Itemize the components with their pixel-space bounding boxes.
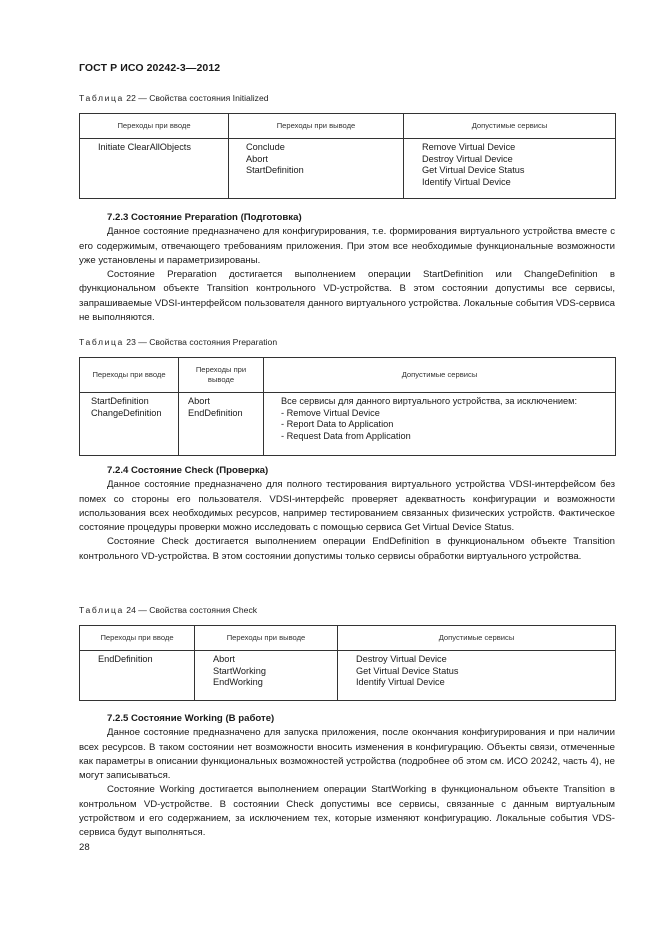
cell-line: - Remove Virtual Device [281, 407, 380, 418]
cell-line: Destroy Virtual Device [356, 654, 447, 664]
cell-line: EndDefinition [188, 407, 243, 418]
table-24-caption-prefix: Таблица [79, 605, 124, 615]
section-7-2-5 [79, 712, 615, 841]
section-7-2-4-heading: 7.2.4 Состояние Check (Проверка) [107, 465, 269, 476]
table-24-caption-text: 24 — Свойства состояния Check [123, 605, 258, 615]
table-22-cell-output [229, 139, 404, 199]
section-7-2-4 [79, 464, 615, 564]
cell-line: Destroy Virtual Device [422, 153, 513, 164]
cell-line: Abort [246, 153, 268, 164]
cell-line: ChangeDefinition [91, 407, 162, 418]
cell-line: Identify Virtual Device [422, 176, 511, 187]
table-23-caption [79, 337, 277, 347]
table-23-header-services: Допустимые сервисы [264, 358, 616, 393]
cell-line: - Report Data to Application [281, 419, 394, 429]
table-23-header-input: Переходы при вводе [80, 358, 179, 393]
table-22-header-input: Переходы при вводе [80, 114, 229, 139]
table-24-header-services: Допустимые сервисы [338, 626, 616, 651]
cell-line: Get Virtual Device Status [422, 165, 525, 175]
table-22-caption-prefix: Таблица [79, 93, 124, 103]
cell-line: Все сервисы для данного виртуального устройства, за исключением: [281, 396, 578, 406]
section-7-2-4-paragraph-2: Состояние Check достигается выполнением операции EndDefinition в функциональном объекте Transition контрольного VD-устройства. В этом состоянии допустимы только сервисы обработки виртуального устройства. [79, 536, 615, 562]
table-23 [79, 357, 616, 456]
table-24-cell-services [338, 651, 616, 701]
section-7-2-3-paragraph-1: Данное состояние предназначено для конфигурирования, т.е. формирования виртуального устройства вместе с его содержимым, отвечающего требованиям приложения. При этом все необходимые функциональные возможности уже установлены и параметризированы. [79, 226, 615, 266]
cell-line: Abort [213, 654, 235, 664]
cell-line: Initiate ClearAllObjects [98, 142, 191, 152]
cell-line: EndDefinition [98, 654, 153, 664]
cell-line: - Request Data from Application [281, 430, 411, 441]
table-23-caption-prefix: Таблица [79, 337, 124, 347]
section-7-2-5-heading: 7.2.5 Состояние Working (В работе) [107, 713, 275, 724]
section-7-2-5-paragraph-2: Состояние Working достигается выполнением операции StartWorking в функциональном объекте Transition в контрольном VD-устройстве. В состоянии Check допустимы все сервисы, связанные с данным виртуальным устройством и его содержанием, за исключением тех, которые изменяют конфигурацию. Локальные события VDS-сервиса будут выполняться. [79, 784, 615, 839]
cell-line: StartWorking [213, 665, 266, 676]
table-23-cell-output [179, 393, 264, 456]
table-23-cell-input [80, 393, 179, 456]
table-24-caption [79, 605, 257, 615]
table-24-cell-output [195, 651, 338, 701]
table-24-header-input: Переходы при вводе [80, 626, 195, 651]
table-22 [79, 113, 616, 199]
table-22-header-output: Переходы при выводе [229, 114, 404, 139]
document-header: ГОСТ Р ИСО 20242-3—2012 [79, 62, 221, 74]
table-23-cell-services [264, 393, 616, 456]
section-7-2-4-paragraph-1: Данное состояние предназначено для полного тестирования виртуального устройства VDSI-интерфейсом без помех со стороны его пользователя. VDSI-интерфейс проверяет адекватность конфигурации и возможности использования всех необходимых ресурсов, например тестированием связанных физических устройств. Фактическое состояние процедуры проверки можно исследовать с помощью сервиса Get Virtual Device Status. [79, 479, 615, 534]
cell-line: Identify Virtual Device [356, 677, 445, 687]
table-24 [79, 625, 616, 701]
table-22-cell-services [404, 139, 616, 199]
cell-line: Conclude [246, 142, 285, 152]
cell-line: EndWorking [213, 677, 263, 687]
cell-line: StartDefinition [246, 165, 304, 175]
section-7-2-3 [79, 211, 615, 325]
table-22-caption-text: 22 — Свойства состояния Initialized [123, 93, 269, 103]
table-23-header-output: Переходы при выводе [179, 358, 264, 393]
section-7-2-3-paragraph-2: Состояние Preparation достигается выполнением операции StartDefinition или ChangeDefinition в функциональном объекте Transition контрольного VD-устройства. В этом состоянии допустимы все сервисы, запрашиваемые VDSI-интерфейсом пользователя данного виртуального устройства. Локальные события VDS-сервиса не выполняются. [79, 269, 615, 324]
table-24-cell-input [80, 651, 195, 701]
section-7-2-5-paragraph-1: Данное состояние предназначено для запуска приложения, после окончания конфигурирования и при наличии всех ресурсов. В таком состоянии нет возможности вносить изменения в конфигурацию. Объекты связи, отмеченные как параметры в описании функциональных возможностей устройства (подробнее об этом см. ИСО 20242, часть 4), не могут записываться. [79, 727, 615, 782]
cell-line: StartDefinition [91, 396, 149, 406]
table-23-caption-text: 23 — Свойства состояния Preparation [123, 337, 278, 347]
table-22-header-services: Допустимые сервисы [404, 114, 616, 139]
cell-line: Remove Virtual Device [422, 142, 516, 152]
table-24-header-output: Переходы при выводе [195, 626, 338, 651]
cell-line: Get Virtual Device Status [356, 665, 459, 676]
page-number: 28 [79, 842, 90, 853]
section-7-2-3-heading: 7.2.3 Состояние Preparation (Подготовка) [107, 212, 302, 223]
cell-line: Abort [188, 396, 210, 406]
table-22-caption [79, 93, 269, 103]
table-22-cell-input [80, 139, 229, 199]
